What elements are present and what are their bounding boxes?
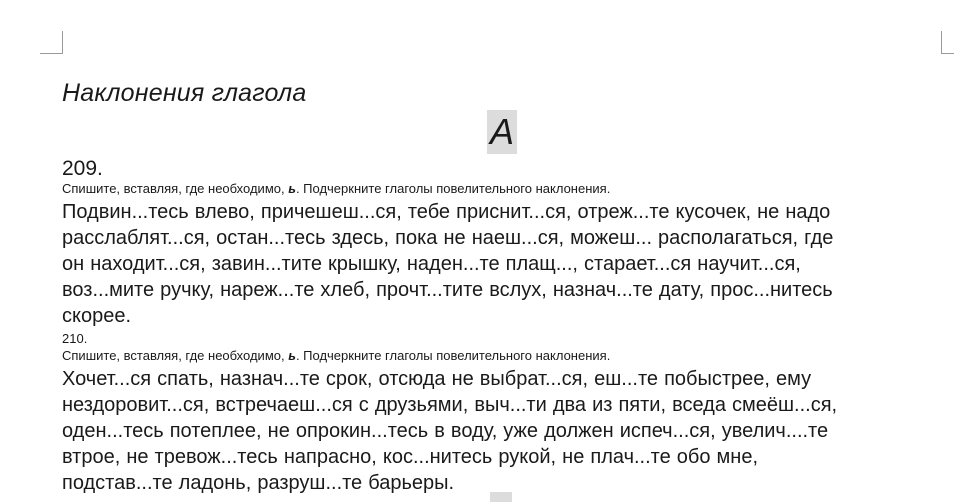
exercise-text — [62, 366, 942, 496]
exercise-number: 209. — [62, 157, 103, 180]
text-line: он находит...ся, завин...тите крышку, наден...те плащ..., старает...ся научит...ся, — [62, 253, 801, 275]
page-corner-mark-right — [941, 31, 954, 54]
text-line: оден...тесь потеплее, не опрокин...тесь в воду, уже должен испеч...ся, увелич....те — [62, 420, 829, 442]
variant-block — [62, 110, 942, 158]
exercise-instruction: Спишите, вставляя, где необходимо, ь. Подчеркните глаголы повелительного наклонения. — [62, 348, 611, 363]
soft-sign-letter: ь — [288, 348, 296, 363]
text-line: Хочет...ся спать, назнач...те срок, отсюда не выбрат...ся, еш...те побыстрее, ему — [62, 368, 812, 390]
soft-sign-letter: ь — [288, 181, 296, 196]
text-line: нездоровит...ся, встречаеш...ся с друзьями, выч...ти два из пяти, вседа смеёш...ся, — [62, 394, 838, 416]
text-line: скорее. — [62, 305, 132, 327]
exercise-instruction: Спишите, вставляя, где необходимо, ь. Подчеркните глаголы повелительного наклонения. — [62, 181, 611, 196]
text-line: подстав...те ладонь, разруш...те барьеры. — [62, 472, 455, 494]
exercise-text — [62, 199, 942, 329]
exercise-210 — [62, 331, 942, 496]
variant-label: А — [487, 110, 517, 154]
highlight-mark — [490, 492, 512, 502]
document-page — [62, 78, 942, 496]
text-line: воз...мите ручку, нареж...те хлеб, прочт...тите вслух, назнач...те дату, прос...нитесь — [62, 279, 833, 301]
page-heading: Наклонения глагола — [62, 79, 307, 107]
page-corner-mark-left — [40, 31, 63, 54]
text-line: расслаблят...ся, остан...тесь здесь, пока не наеш...ся, можеш... располагаться, где — [62, 227, 834, 249]
exercise-209 — [62, 158, 942, 329]
text-line: Подвин...тесь влево, причешеш...ся, тебе приснит...ся, отреж...те кусочек, не надо — [62, 201, 831, 223]
text-line: втрое, не тревож...тесь напрасно, кос...нитесь рукой, не плач...те обо мне, — [62, 446, 759, 468]
exercise-number: 210. — [62, 331, 88, 346]
